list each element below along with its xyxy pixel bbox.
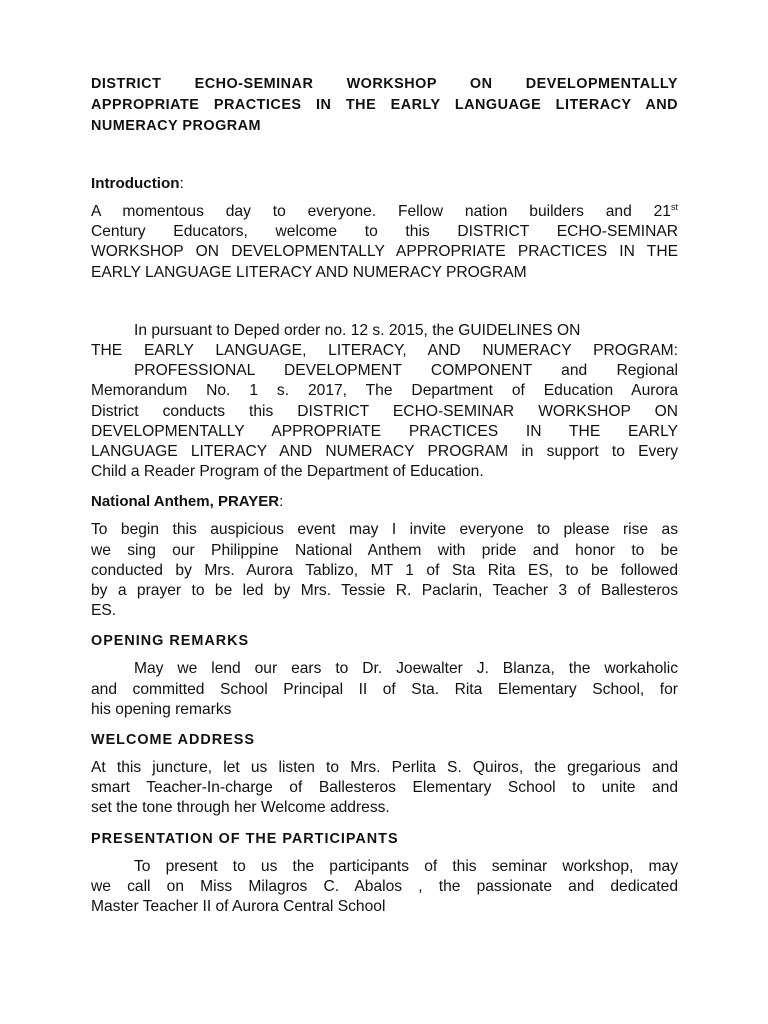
opening-remarks-paragraph (91, 659, 678, 720)
paragraph-line: THE EARLY LANGUAGE, LITERACY, AND NUMERACY PROGRAM: (91, 342, 678, 360)
paragraph-line: set the tone through her Welcome address. (91, 799, 390, 817)
paragraph-line: LANGUAGE LITERACY AND NUMERACY PROGRAM in support to Every (91, 443, 678, 461)
paragraph-line: To begin this auspicious event may I invite everyone to please rise as (91, 521, 678, 539)
paragraph-line: District conducts this DISTRICT ECHO-SEMINAR WORKSHOP ON (91, 402, 678, 420)
paragraph-line: EARLY LANGUAGE LITERACY AND NUMERACY PROGRAM (91, 263, 527, 281)
participants-paragraph (91, 857, 678, 918)
paragraph-line: we sing our Philippine National Anthem with pride and honor to be (91, 541, 678, 559)
paragraph-line: PROFESSIONAL DEVELOPMENT COMPONENT and Regional (134, 362, 678, 380)
anthem-heading: National Anthem, PRAYER: (91, 493, 284, 511)
paragraph-line: conducted by Mrs. Aurora Tablizo, MT 1 of Sta Rita ES, to be followed (91, 561, 678, 579)
paragraph-line: Master Teacher II of Aurora Central School (91, 898, 386, 916)
paragraph-line: A momentous day to everyone. Fellow nation builders and 21st (91, 202, 678, 220)
document-title (91, 74, 678, 137)
welcome-address-paragraph (91, 758, 678, 819)
title-line: APPROPRIATE PRACTICES IN THE EARLY LANGUAGE LITERACY AND (91, 97, 678, 113)
introduction-heading: Introduction: (91, 175, 184, 192)
paragraph-line: by a prayer to be led by Mrs. Tessie R. Paclarin, Teacher 3 of Ballesteros (91, 582, 678, 600)
paragraph-line: Century Educators, welcome to this DISTRICT ECHO-SEMINAR (91, 223, 678, 241)
paragraph-line: we call on Miss Milagros C. Abalos , the passionate and dedicated (91, 877, 678, 895)
paragraph-line: ES. (91, 602, 117, 620)
paragraph-line: his opening remarks (91, 700, 232, 718)
paragraph-line: To present to us the participants of this seminar workshop, may (134, 857, 678, 875)
paragraph-line: Memorandum No. 1 s. 2017, The Department of Education Aurora (91, 382, 678, 400)
paragraph-line: DEVELOPMENTALLY APPROPRIATE PRACTICES IN THE EARLY (91, 422, 678, 440)
document-page (91, 74, 678, 917)
paragraph-line: In pursuant to Deped order no. 12 s. 2015, the GUIDELINES ON (134, 321, 581, 339)
paragraph-line: WORKSHOP ON DEVELOPMENTALLY APPROPRIATE PRACTICES IN THE (91, 243, 678, 261)
paragraph-line: May we lend our ears to Dr. Joewalter J. Blanza, the workaholic (134, 660, 678, 678)
participants-heading: PRESENTATION OF THE PARTICIPANTS (91, 830, 399, 847)
title-line: DISTRICT ECHO-SEMINAR WORKSHOP ON DEVELOPMENTALLY (91, 76, 678, 92)
paragraph-line: Child a Reader Program of the Department of Education. (91, 463, 484, 481)
ordinal-suffix: st (670, 202, 678, 212)
paragraph-line: At this juncture, let us listen to Mrs. Perlita S. Quiros, the gregarious and (91, 759, 678, 777)
paragraph-line: smart Teacher-In-charge of Ballesteros Elementary School to unite and (91, 779, 678, 797)
anthem-paragraph (91, 520, 678, 621)
introduction-paragraph (91, 202, 678, 283)
title-line: NUMERACY PROGRAM (91, 118, 262, 134)
pursuant-paragraph (91, 321, 678, 483)
opening-remarks-heading: OPENING REMARKS (91, 633, 250, 650)
paragraph-line: and committed School Principal II of Sta. Rita Elementary School, for (91, 680, 678, 698)
welcome-address-heading: WELCOME ADDRESS (91, 732, 255, 749)
